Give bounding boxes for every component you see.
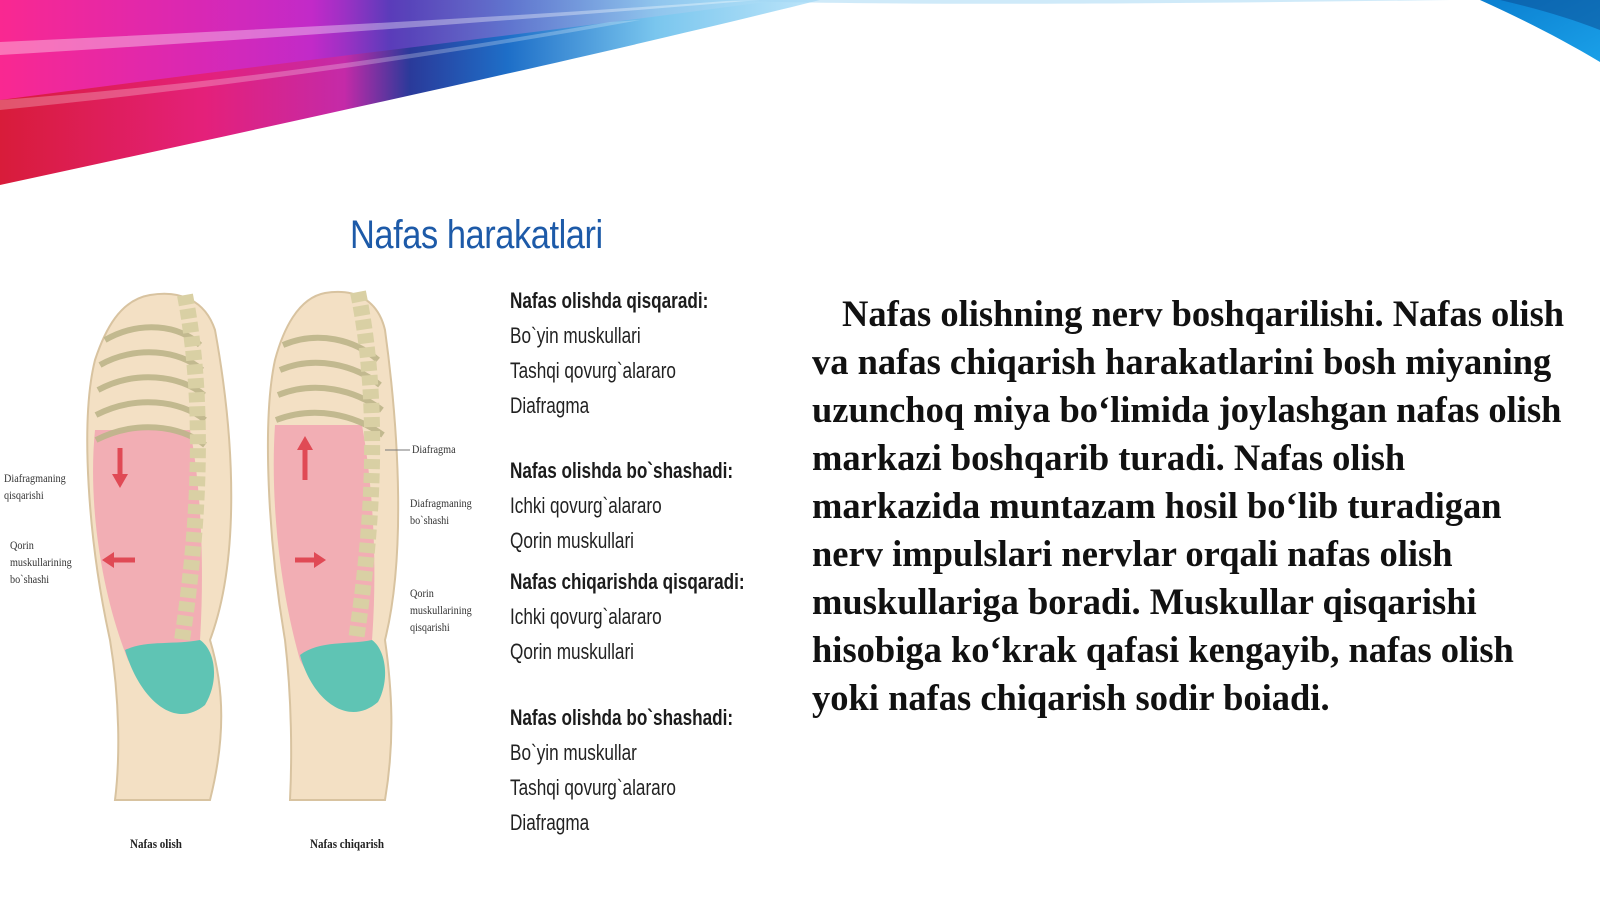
legend-item: Bo`yin muskullar <box>510 740 637 765</box>
exhale-torso-drawing <box>268 292 410 800</box>
slide-paragraph: Nafas olishning nerv boshqarilishi. Nafas olish va nafas chiqarish harakatlarini bosh miyaning uzunchoq miya bo‘limida joylashgan nafas olish markazi boshqarib turadi. Nafas olish markazida muntazam hosil bo‘lib turadigan nerv impulslari nervlar orqali nafas olish muskullariga boradi. Muskullar qisqarishi hisobiga ko‘krak qafasi kengayib, nafas olish yoki nafas chiqarish sodir boiadi. <box>812 293 1565 718</box>
caption-inhale: Nafas olish <box>130 836 182 851</box>
legend-heading: Nafas olishda bo`shashadi: <box>510 458 734 483</box>
legend-item: Diafragma <box>510 393 590 418</box>
legend-item: Diafragma <box>510 810 590 835</box>
legend-group <box>510 567 811 672</box>
legend-item: Ichki qovurg`alararo <box>510 604 662 629</box>
annotation-abdomen-relax: Qorin muskullarining bo`shashi <box>10 538 72 586</box>
annotation-diaphragm-contraction: Diafragmaning qisqarishi <box>4 471 66 502</box>
legend-item: Tashqi qovurg`alararo <box>510 358 676 383</box>
caption-exhale: Nafas chiqarish <box>310 836 384 851</box>
annotation-abdomen-contraction: Qorin muskullarining qisqarishi <box>410 586 472 634</box>
annotation-diaphragm-relax: Diafragmaning bo`shashi <box>410 496 472 527</box>
legend-heading: Nafas chiqarishda qisqaradi: <box>510 569 745 594</box>
legend-item: Qorin muskullari <box>510 639 634 664</box>
figure-title: Nafas harakatlari <box>350 213 603 257</box>
legend-item: Bo`yin muskullari <box>510 323 641 348</box>
annotation-diaphragm: Diafragma <box>412 442 456 456</box>
legend-item: Ichki qovurg`alararo <box>510 493 662 518</box>
inhale-torso-drawing <box>87 294 231 800</box>
top-banner-decoration <box>0 0 1600 200</box>
legend-heading: Nafas olishda qisqaradi: <box>510 288 709 313</box>
legend-group <box>510 286 764 426</box>
legend-heading: Nafas olishda bo`shashadi: <box>510 705 734 730</box>
legend-group <box>510 456 796 561</box>
legend-item: Tashqi qovurg`alararo <box>510 775 676 800</box>
legend-item: Qorin muskullari <box>510 528 634 553</box>
legend-group <box>510 703 796 843</box>
